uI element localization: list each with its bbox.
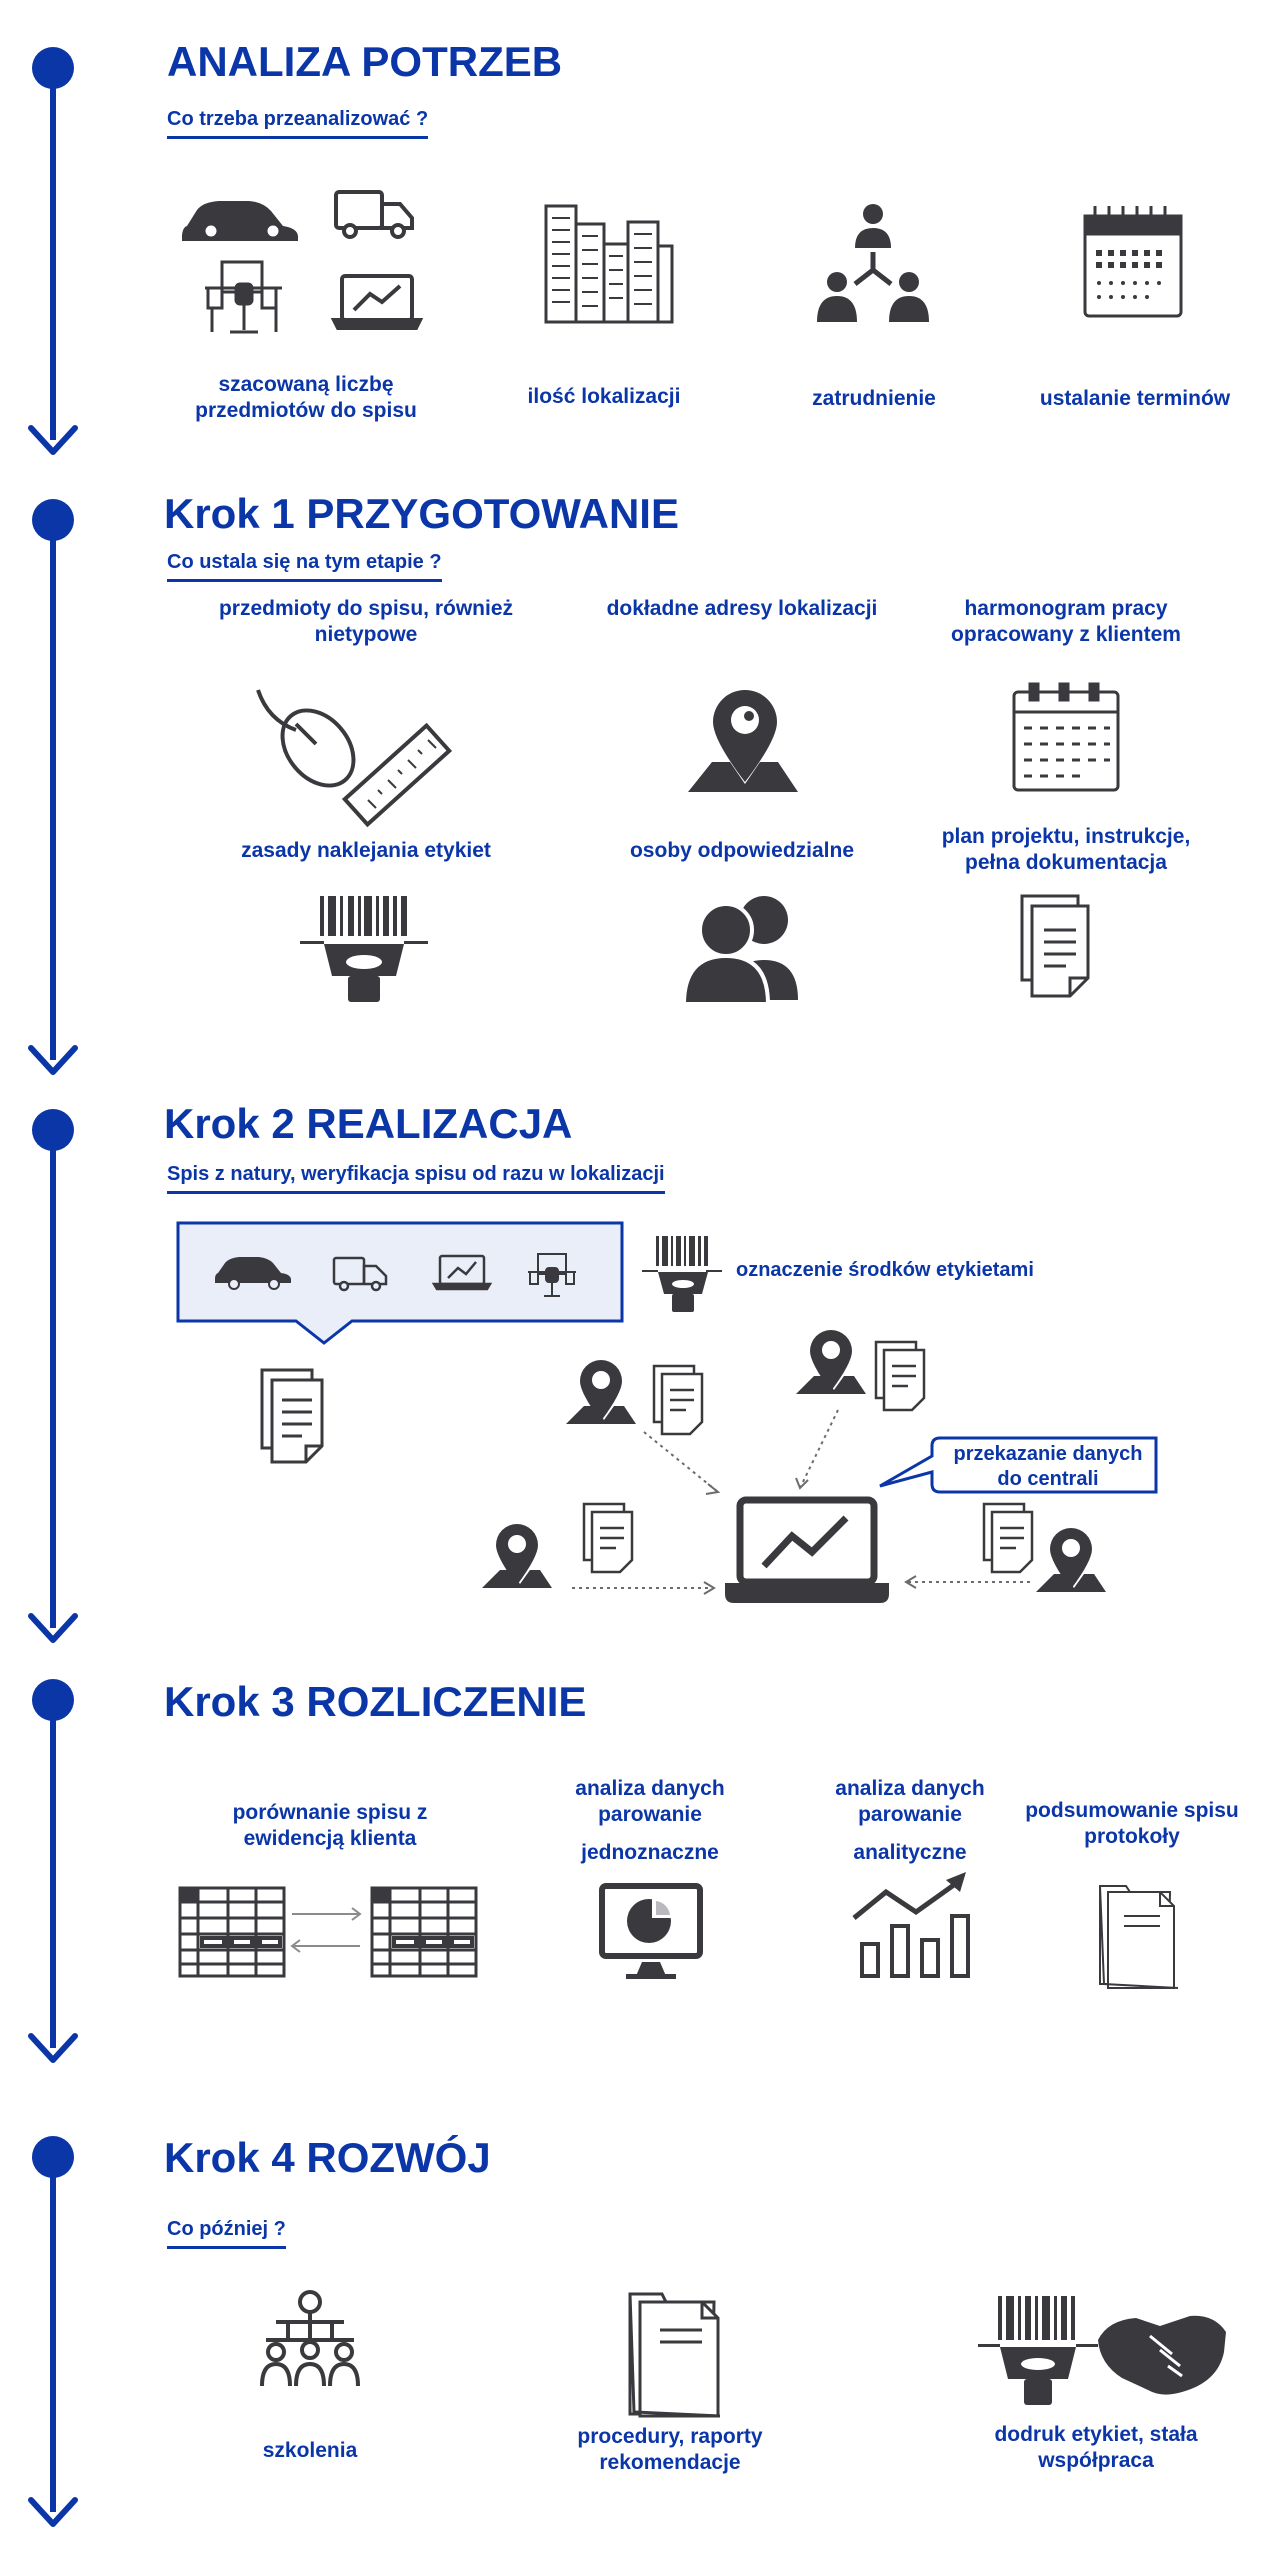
map-pin-icon xyxy=(482,1524,552,1588)
documents-icon xyxy=(1022,896,1088,996)
item-label: zasady naklejania etykiet xyxy=(241,839,491,862)
folder-icon xyxy=(1100,1886,1178,1988)
timeline-dot xyxy=(32,1109,74,1151)
timeline-dot xyxy=(32,1679,74,1721)
people-icon xyxy=(684,896,798,1004)
map-pin-icon xyxy=(566,1360,636,1424)
laptop-icon xyxy=(334,276,420,328)
scanner-label: oznaczenie środków etykietami xyxy=(736,1259,1034,1281)
timeline-dot xyxy=(32,47,74,89)
section-subtitle: Co trzeba przeanalizować ? xyxy=(167,108,428,139)
item-label-top: analiza danych parowanie xyxy=(835,1777,985,1827)
calendar-icon xyxy=(1085,206,1181,316)
folder-icon xyxy=(630,2294,720,2416)
section-title: ANALIZA POTRZEB xyxy=(167,38,563,85)
documents-icon xyxy=(984,1504,1032,1572)
barcode-scanner-icon xyxy=(978,2296,1098,2405)
map-pin-icon xyxy=(796,1330,866,1394)
item-label: osoby odpowiedzialne xyxy=(629,839,855,862)
timeline-dot xyxy=(32,2136,74,2178)
item-label: przedmioty do spisu, również nietypowe xyxy=(218,597,514,647)
item-label: zatrudnienie xyxy=(812,387,936,410)
compare-arrows-icon xyxy=(292,1908,360,1952)
mouse-ruler-icon xyxy=(258,690,449,824)
documents-icon xyxy=(262,1370,322,1462)
item-label-bottom: analityczne xyxy=(853,1841,967,1864)
section-subtitle: Co później ? xyxy=(167,2218,286,2249)
training-icon xyxy=(262,2292,358,2386)
section-title: Krok 3 ROZLICZENIE xyxy=(164,1678,587,1725)
barcode-scanner-icon xyxy=(300,896,428,1002)
desk-icon xyxy=(205,262,282,332)
flow-arrowheads xyxy=(704,1478,916,1594)
transfer-label: przekazanie danych do centrali xyxy=(953,1443,1143,1490)
item-label: plan projektu, instrukcje, pełna dokumentacja xyxy=(941,825,1191,875)
section-subtitle: Spis z natury, weryfikacja spisu od razu w lokalizacji xyxy=(167,1163,665,1194)
item-label: harmonogram pracy opracowany z klientem xyxy=(951,597,1181,647)
section-subtitle: Co ustala się na tym etapie ? xyxy=(167,551,442,582)
car-icon xyxy=(182,201,298,241)
map-pin-icon xyxy=(1036,1528,1106,1592)
buildings-icon xyxy=(546,206,672,322)
truck-icon xyxy=(336,192,412,237)
hierarchy-people-icon xyxy=(817,204,929,322)
documents-icon xyxy=(876,1342,924,1410)
central-laptop-icon xyxy=(726,1500,888,1602)
item-label-top: analiza danych parowanie xyxy=(575,1777,725,1827)
spreadsheet-icon xyxy=(180,1888,284,1976)
item-label: porównanie spisu z ewidencją klienta xyxy=(232,1801,428,1851)
documents-icon xyxy=(584,1504,632,1572)
barcode-scanner-icon xyxy=(642,1236,722,1312)
calendar-icon xyxy=(1014,684,1118,790)
section-title: Krok 1 PRZYGOTOWANIE xyxy=(164,490,679,537)
section-title: Krok 4 ROZWÓJ xyxy=(164,2134,491,2181)
item-label: szacowaną liczbę przedmiotów do spisu xyxy=(195,373,417,423)
item-label-bottom: jednoznaczne xyxy=(581,1841,719,1864)
map-pin-icon xyxy=(688,690,798,792)
item-label: dodruk etykiet, stała współpraca xyxy=(994,2423,1198,2473)
bar-chart-icon xyxy=(854,1872,968,1976)
spreadsheet-icon xyxy=(372,1888,476,1976)
item-label: szkolenia xyxy=(262,2439,358,2462)
handshake-icon xyxy=(1098,2316,1226,2395)
item-label: ilość lokalizacji xyxy=(527,385,681,408)
item-label: procedury, raporty rekomendacje xyxy=(577,2425,763,2475)
item-label: dokładne adresy lokalizacji xyxy=(606,597,878,620)
section-title: Krok 2 REALIZACJA xyxy=(164,1100,573,1147)
item-label: podsumowanie spisu protokoły xyxy=(1025,1799,1239,1849)
timeline-dot xyxy=(32,499,74,541)
monitor-chart-icon xyxy=(602,1886,700,1979)
documents-icon xyxy=(654,1366,702,1434)
item-label: ustalanie terminów xyxy=(1039,387,1231,410)
